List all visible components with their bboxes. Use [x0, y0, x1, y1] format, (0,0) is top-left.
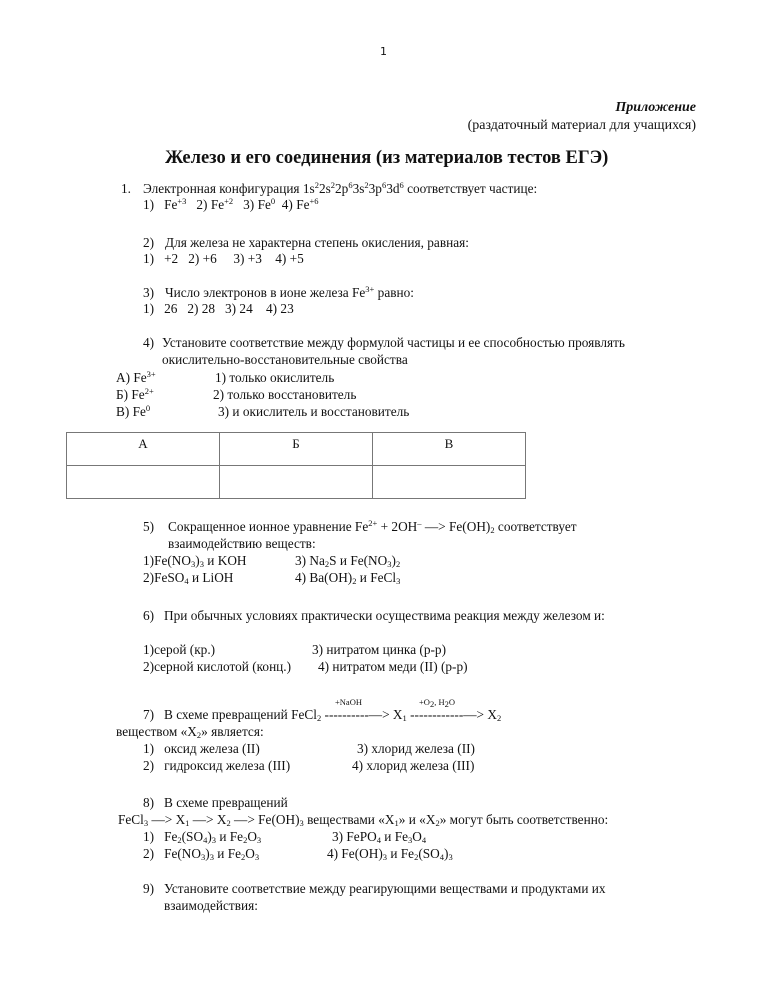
- answer-options: 1) +2 2) +6 3) +3 4) +5: [143, 251, 304, 266]
- answer-table: [66, 432, 526, 499]
- question-number: 4): [143, 335, 155, 350]
- option-3: 3) $Na_2S$ и $Fe(NO_3)_2$: [295, 553, 401, 569]
- match-right-1: 1) только окислитель: [215, 370, 335, 385]
- question-text: Для железа не характерна степень окисления, равная:: [165, 235, 469, 250]
- question-text-cont: веществом «$X_2$» является:: [116, 724, 264, 740]
- question-text-cont: взаимодействия:: [164, 898, 258, 913]
- question-text: Электронная конфигурация $1s^22s^22p^63s^23p^63d^6$ соответствует частице:: [143, 180, 538, 196]
- option-4: 4) $Fe(OH)_3$ и $Fe_2(SO_4)_3$: [327, 846, 453, 862]
- match-right-2: 2) только восстановитель: [213, 387, 357, 402]
- match-left-b: Б) $Fe^{2+}$: [116, 386, 154, 402]
- question-text: При обычных условиях практически осуществима реакция между железом и:: [164, 608, 605, 623]
- table-header-c: В: [373, 433, 526, 466]
- option-4: 4) нитратом меди (II) (р-р): [318, 659, 468, 674]
- handout-note: (раздаточный материал для учащихся): [467, 118, 696, 133]
- match-left-c: В) Fe$^0$: [116, 403, 151, 419]
- match-right-3: 3) и окислитель и восстановитель: [218, 404, 410, 419]
- question-text-cont: окислительно-восстановительные свойства: [162, 352, 408, 367]
- answer-cell-a[interactable]: [67, 466, 220, 499]
- question-number: 7): [143, 707, 155, 722]
- page-number: 1: [380, 45, 387, 58]
- table-header-a: А: [67, 433, 220, 466]
- question-number: 5): [143, 519, 155, 534]
- option-1: 1) $Fe_2(SO_4)_3$ и $Fe_2O_3$: [143, 829, 262, 845]
- question-number: 8): [143, 795, 155, 810]
- option-1: 1) оксид железа (II): [143, 741, 260, 756]
- page-title: Железо и его соединения (из материалов тестов ЕГЭ): [165, 148, 609, 168]
- option-3: 3) нитратом цинка (р-р): [312, 642, 446, 657]
- question-text: Сокращенное ионное уравнение $Fe^{2+} + 2OH^-$ —> $Fe(OH)_2$ соответствует: [168, 518, 577, 535]
- answer-options: 1) 26 2) 28 3) 24 4) 23: [143, 301, 294, 316]
- answer-cell-c[interactable]: [373, 466, 526, 499]
- option-4: 4) $Ba(OH)_2$ и FeCl$_3$: [295, 570, 401, 586]
- question-text: Установите соответствие между реагирующими веществами и продуктами их: [164, 881, 606, 896]
- table-header-b: Б: [220, 433, 373, 466]
- answer-cell-b[interactable]: [220, 466, 373, 499]
- option-1: $1)Fe(NO_3)_3$ и KOH: [143, 553, 247, 569]
- question-text-cont: взаимодействию веществ:: [168, 536, 316, 551]
- transformation-scheme: FeCl$_3$ —> $X_1$ —> $X_2$ —> $Fe(OH)_3$ веществами «$X_1$» и «$X_2$» могут быть соответственно:: [118, 812, 609, 828]
- option-1: 1)серой (кр.): [143, 642, 216, 657]
- question-text: В схеме превращений FeCl$_2$ ----------—> $X_1$ ------------—> $X_2$: [164, 707, 502, 723]
- question-text: В схеме превращений: [164, 795, 288, 810]
- reagent-label-1: +NaOH: [335, 697, 362, 707]
- option-2: 2)FeSO$_4$ и LiOH: [143, 570, 234, 586]
- option-4: 4) хлорид железа (III): [352, 758, 475, 773]
- answer-options: 1) $Fe^{+3}$ 2) $Fe^{+2}$ 3) Fe$^0$ 4) $Fe^{+6}$: [143, 196, 319, 212]
- option-2: 2) гидроксид железа (III): [143, 758, 291, 773]
- appendix-label: Приложение: [615, 100, 696, 115]
- question-number: 2): [143, 235, 155, 250]
- question-number: 3): [143, 285, 155, 300]
- option-2: 2) $Fe(NO_3)_3$ и $Fe_2O_3$: [143, 846, 260, 862]
- option-3: 3) FePO$_4$ и $Fe_3O_4$: [332, 829, 427, 845]
- option-2: 2)серной кислотой (конц.): [143, 659, 292, 674]
- question-text: Установите соответствие между формулой частицы и ее способностью проявлять: [162, 335, 625, 350]
- question-text: Число электронов в ионе железа $Fe^{3+}$ равно:: [165, 284, 414, 300]
- question-number: 9): [143, 881, 155, 896]
- match-left-a: А) $Fe^{3+}$: [116, 369, 156, 385]
- question-number: 1.: [121, 181, 131, 196]
- question-number: 6): [143, 608, 155, 623]
- reagent-label-2: $+O_2$, $H_2O$: [419, 697, 455, 709]
- option-3: 3) хлорид железа (II): [357, 741, 475, 756]
